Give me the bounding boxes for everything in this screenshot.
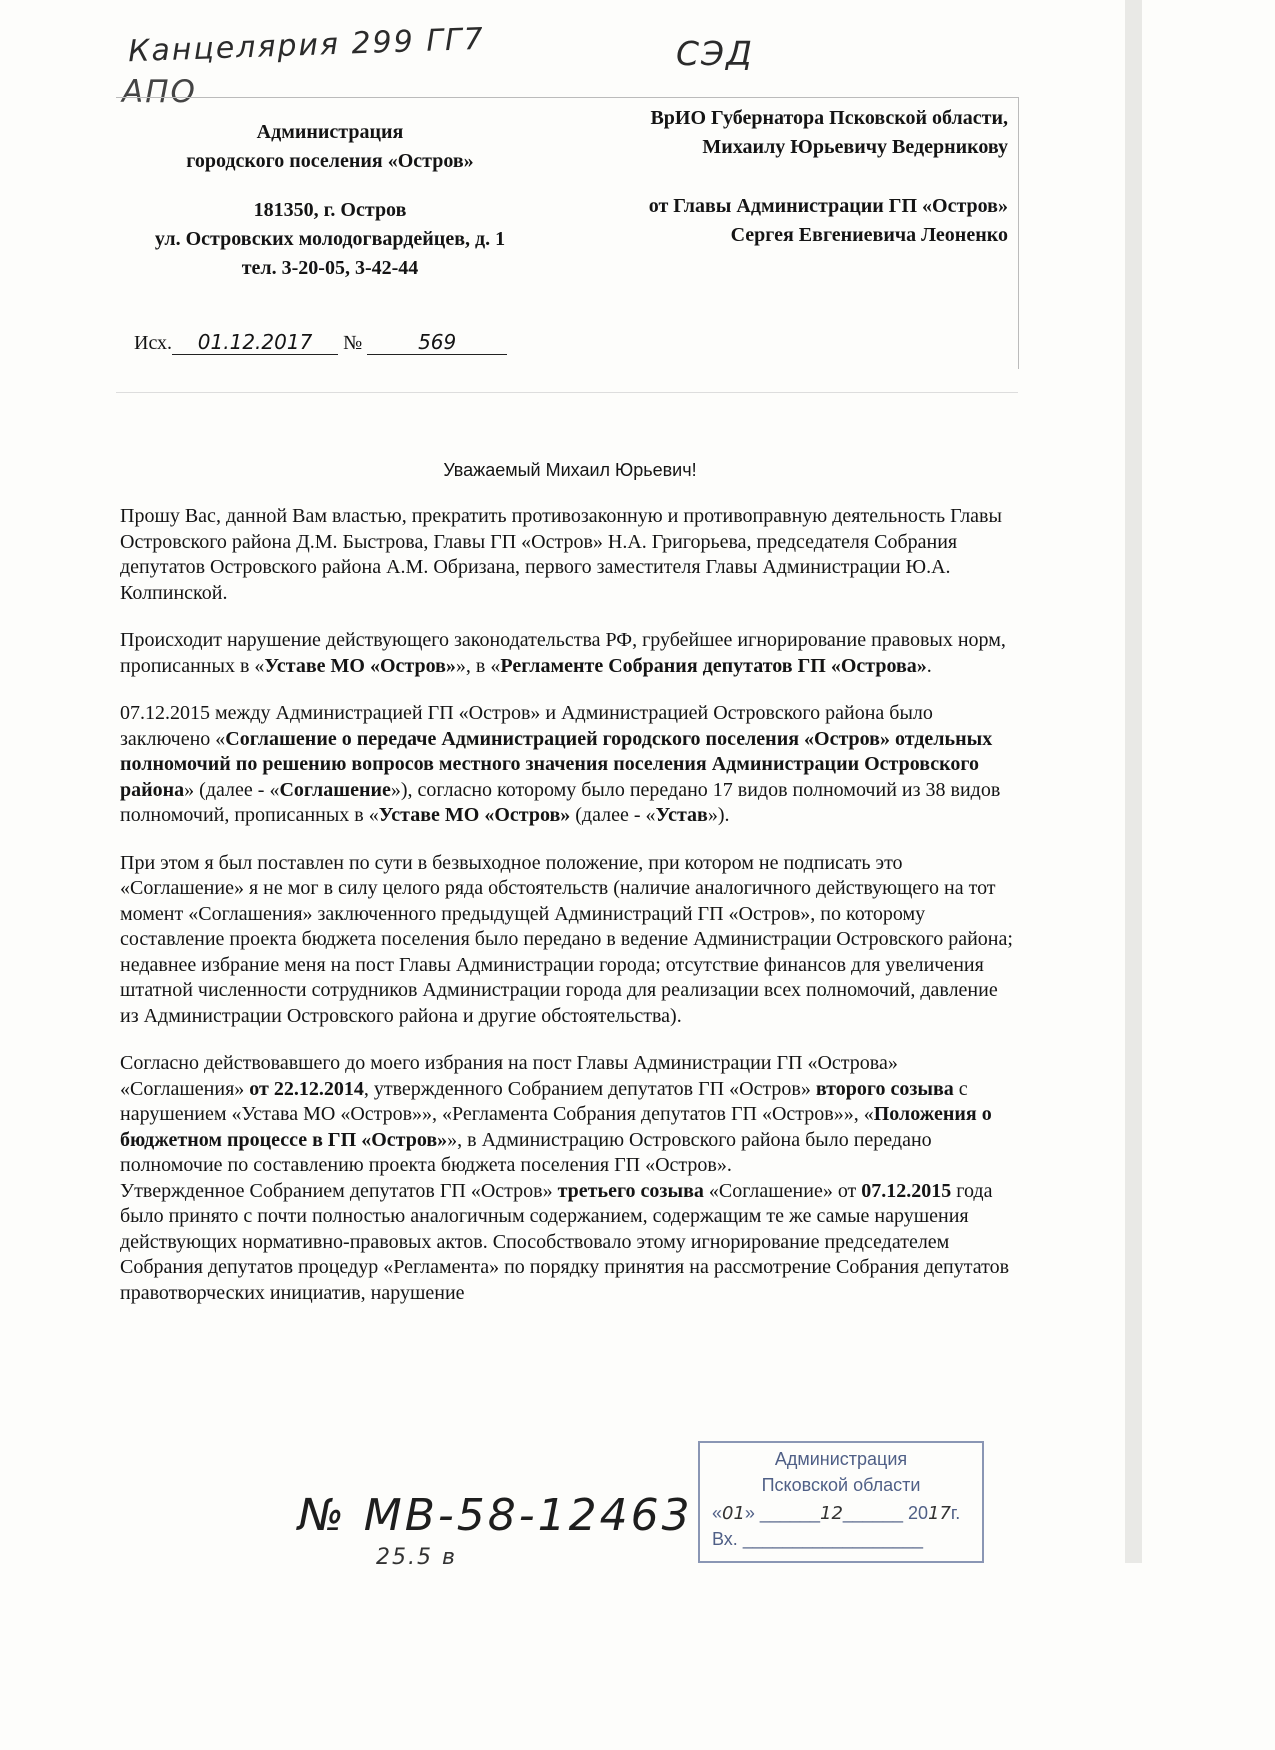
letter-body bbox=[120, 504, 1020, 1328]
stamp-year-suffix: 17 bbox=[928, 1503, 951, 1524]
handwritten-sed-note: СЭД bbox=[676, 34, 754, 73]
paragraph-2: Происходит нарушение действующего законодательства РФ, грубейшее игнорирование правовых норм, прописанных в «Уставе МО «Остров»», в «Регламенте Собрания депутатов ГП «Острова». bbox=[120, 629, 1006, 677]
handwritten-apo-note: АПО bbox=[122, 74, 197, 110]
header-frame-top bbox=[116, 97, 1018, 98]
paper-edge bbox=[1125, 0, 1142, 1563]
sender-name-line2: городского поселения «Остров» bbox=[186, 150, 474, 172]
stamp-incoming-row: Вх. __________________ bbox=[712, 1529, 924, 1549]
header-frame-bottom bbox=[116, 392, 1018, 393]
stamp-year-prefix: 20 bbox=[907, 1503, 929, 1523]
sender-name-line1: Администрация bbox=[256, 121, 404, 143]
recipient-line1: ВрИО Губернатора Псковской области, bbox=[650, 107, 1008, 129]
sender-phone: тел. 3-20-05, 3-42-44 bbox=[241, 257, 419, 279]
paragraph-6: Утвержденное Собранием депутатов ГП «Остров» третьего созыва «Соглашение» от 07.12.2015 года было принято с почти полностью аналогичным содержанием, содержащим те же самые нарушения действующих нормативно-правовых актов. Способствовало этому игнорирование председателем Собрания депутатов процедур «Регламента» по порядку принятия на рассмотрение Собрания депутатов правотворческих инициатив, нарушение bbox=[120, 1179, 1010, 1304]
sender-street: ул. Островских молодогвардейцев, д. 1 bbox=[154, 228, 506, 250]
handwritten-office-note: Канцелярия 299 ГГ7 bbox=[127, 21, 486, 70]
from-line2: Сергея Евгениевича Леоненко bbox=[730, 224, 1008, 246]
outgoing-number-value: 569 bbox=[367, 330, 507, 355]
stamp-in-label: Вх. bbox=[712, 1529, 738, 1549]
number-label: № bbox=[343, 332, 363, 354]
stamp-date-row: «01» ______12______ 2017г. bbox=[712, 1503, 961, 1524]
incoming-stamp bbox=[698, 1441, 984, 1563]
header-frame-right bbox=[1018, 97, 1019, 369]
sender-postcode-city: 181350, г. Остров bbox=[253, 199, 407, 221]
outgoing-label: Исх. bbox=[134, 332, 173, 354]
greeting: Уважаемый Михаил Юрьевич! bbox=[443, 460, 697, 480]
outgoing-number bbox=[134, 330, 507, 355]
registration-extra: 25.5 в bbox=[376, 1545, 457, 1570]
recipient-block bbox=[560, 104, 1008, 250]
stamp-line2: Псковской области bbox=[761, 1475, 921, 1495]
paragraph-4: При этом я был поставлен по сути в безвыходное положение, при котором не подписать это «Соглашение» я не мог в силу целого ряда обстоятельств (наличие аналогичного действующего на тот момент «Соглашения» заключенного предыдущей Администраций ГП «Остров», по которому составление проекта бюджета поселения было передано в ведение Администрации Островского района; недавнее избрание меня на пост Главы Администрации города; отсутствие финансов для увеличения штатной численности сотрудников Администрации города для реализации всех полномочий, давление из Администрации Островского района и другие обстоятельства). bbox=[120, 851, 1013, 1027]
from-line1: от Главы Администрации ГП «Остров» bbox=[648, 195, 1008, 217]
sender-block bbox=[110, 118, 550, 283]
registration-number: № МВ-58-12463 bbox=[298, 1490, 693, 1541]
paragraph-1: Прошу Вас, данной Вам властью, прекратить противозаконную и противоправную деятельность Главы Островского района Д.М. Быстрова, Главы ГП «Остров» Н.А. Григорьева, председателя Собрания депутатов Островского района А.М. Обризана, первого заместителя Главы Администрации Ю.А. Колпинской. bbox=[120, 505, 1002, 604]
paragraph-5: Согласно действовавшего до моего избрания на пост Главы Администрации ГП «Острова» «Соглашения» от 22.12.2014, утвержденного Собранием депутатов ГП «Остров» второго созыва с нарушением «Устава МО «Остров»», «Регламента Собрания депутатов ГП «Остров»», «Положения о бюджетном процессе в ГП «Остров»», в Администрацию Островского района было передано полномочие по составлению проекта бюджета поселения ГП «Остров». bbox=[120, 1052, 992, 1176]
outgoing-date: 01.12.2017 bbox=[172, 330, 338, 355]
paragraph-3: 07.12.2015 между Администрацией ГП «Остров» и Администрацией Островского района было заключено «Соглашение о передаче Администрацией городского поселения «Остров» отдельных полномочий по решению вопросов местного значения поселения Администрации Островского района» (далее - «Соглашение»), согласно которому было передано 17 видов полномочий из 38 видов полномочий, прописанных в «Уставе МО «Остров» (далее - «Устав»). bbox=[120, 702, 1001, 826]
stamp-line1: Администрация bbox=[774, 1449, 908, 1469]
recipient-line2: Михаилу Юрьевичу Ведерникову bbox=[702, 136, 1008, 158]
stamp-day: 01 bbox=[722, 1503, 745, 1524]
stamp-year-end: г. bbox=[950, 1503, 961, 1523]
stamp-month: 12 bbox=[820, 1503, 843, 1524]
